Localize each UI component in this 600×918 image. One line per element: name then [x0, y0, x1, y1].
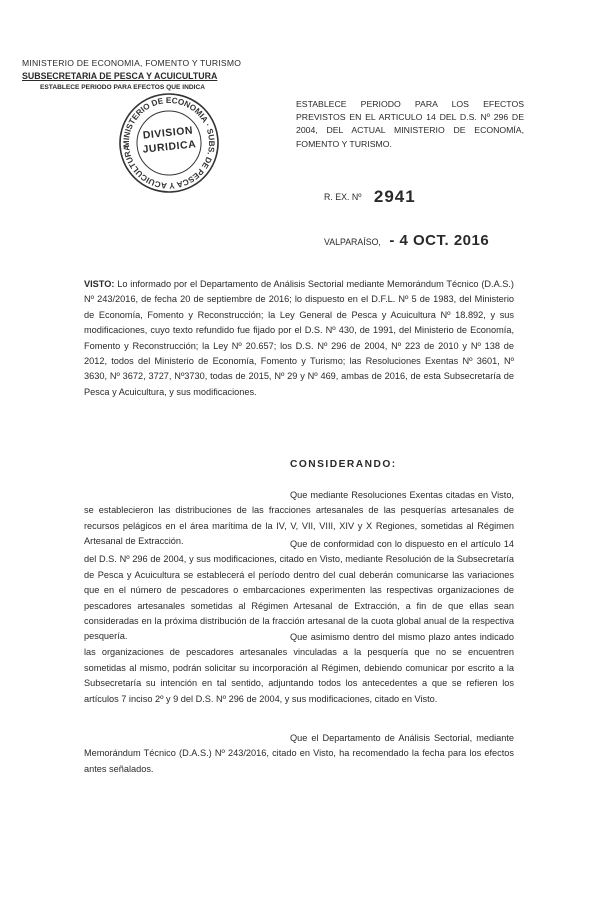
considerando-paragraph-3: Que asimismo dentro del mismo plazo antes indicado las organizaciones de pescadores artesanales vinculadas a la pesquería que no se encuentren sometidas al mismo, podrán solicitar su incorporación al Régimen, debiendo comunicar por escrito a la Subsecretaría su intención en tal sentido, adjuntando todos los antecedentes a que se refieren los artículos 7 inciso 2º y 9 del D.S. Nº 296 de 2004, y sus modificaciones, citado en Visto.: [84, 632, 514, 704]
subject-line: ESTABLECE PERIODO PARA EFECTOS QUE INDICA: [40, 84, 205, 91]
ministry-line: MINISTERIO DE ECONOMIA, FOMENTO Y TURISMO: [22, 58, 242, 68]
resolution-summary: ESTABLECE PERIODO PARA LOS EFECTOS PREVISTOS EN EL ARTICULO 14 DEL D.S. Nº 296 DE 2004, DEL ACTUAL MINISTERIO DE ECONOMÍA, FOMENTO Y TURISMO.: [296, 99, 524, 149]
date-stamp: - 4 OCT. 2016: [389, 232, 490, 249]
considerando-paragraph-1: Que mediante Resoluciones Exentas citadas en Visto, se establecieron las distribuciones de las fracciones artesanales de las pesquerías artesanales de recursos pelágicos en el área marítima de la IV, V, VII, VIII, XIV y X Regiones, sometidas al Régimen Artesanal de Extracción.: [84, 490, 514, 547]
considerando-paragraph-4: Que el Departamento de Análisis Sectorial, mediante Memorándum Técnico (D.A.S.) Nº 243/2016, citado en Visto, ha recomendado la fecha para los efectos antes señalados.: [84, 733, 514, 774]
resolution-number-block: [324, 187, 416, 207]
stamp-ring-text: MINISTERIO DE ECONOMIA · SUBS. DE PESCA Y ACUICULTURA: [121, 95, 217, 191]
place-date-block: [324, 232, 489, 250]
place-text: VALPARAÍSO,: [324, 237, 381, 247]
division-juridica-stamp: [113, 87, 225, 199]
resolution-label: R. EX. Nº: [324, 192, 362, 202]
resolution-number: 2941: [373, 187, 416, 206]
considerando-paragraph-2: Que de conformidad con lo dispuesto en el artículo 14 del D.S. Nº 296 de 2004, y sus modificaciones, citado en Visto, mediante Resolución de la Subsecretaría de Pesca y Acuicultura se establecerá el período dentro del cual deberán comunicarse las variaciones que en el número de pescadores o embarcaciones experimenten las respectivas organizaciones de pescadores artesanales sometidas al Régimen Artesanal de Extracción, a fin de que ellas sean consideradas en la próxima distribución de la fracción artesanal de la cuota global anual de la respectiva pesquería.: [84, 539, 514, 642]
visto-label: VISTO:: [84, 279, 115, 289]
subsecretaria-line: SUBSECRETARIA DE PESCA Y ACUICULTURA: [22, 71, 218, 81]
stamp-division-text: DIVISION: [142, 125, 194, 142]
considerando-heading: CONSIDERANDO:: [290, 459, 397, 470]
stamp-juridica-text: JURIDICA: [142, 139, 197, 156]
visto-paragraph: [84, 277, 514, 400]
visto-text: Lo informado por el Departamento de Análisis Sectorial mediante Memorándum Técnico (D.A.S.) Nº 243/2016, de fecha 20 de septiembre de 2016; lo dispuesto en el D.F.L. Nº 5 de 1983, del Ministerio de Economía, Fomento y Reconstrucción; la Ley General de Pesca y Acuicultura Nº 18.892, y sus modificaciones, cuyo texto refundido fue fijado por el D.S. Nº 430, de 1991, del Ministerio de Economía, Fomento y Reconstrucción; la Ley Nº 20.657; los D.S. Nº 296 de 2004, Nº 223 de 2010 y Nº 138 de 2012, todos del Ministerio de Economía, Fomento y Turismo; las Resoluciones Exentas Nº 3601, Nº 3630, Nº 3672, 3727, Nº3730, todas de 2015, Nº 29 y Nº 469, ambas de 2016, de esta Subsecretaría de Pesca y Acuicultura, y sus modificaciones.: [84, 279, 514, 397]
